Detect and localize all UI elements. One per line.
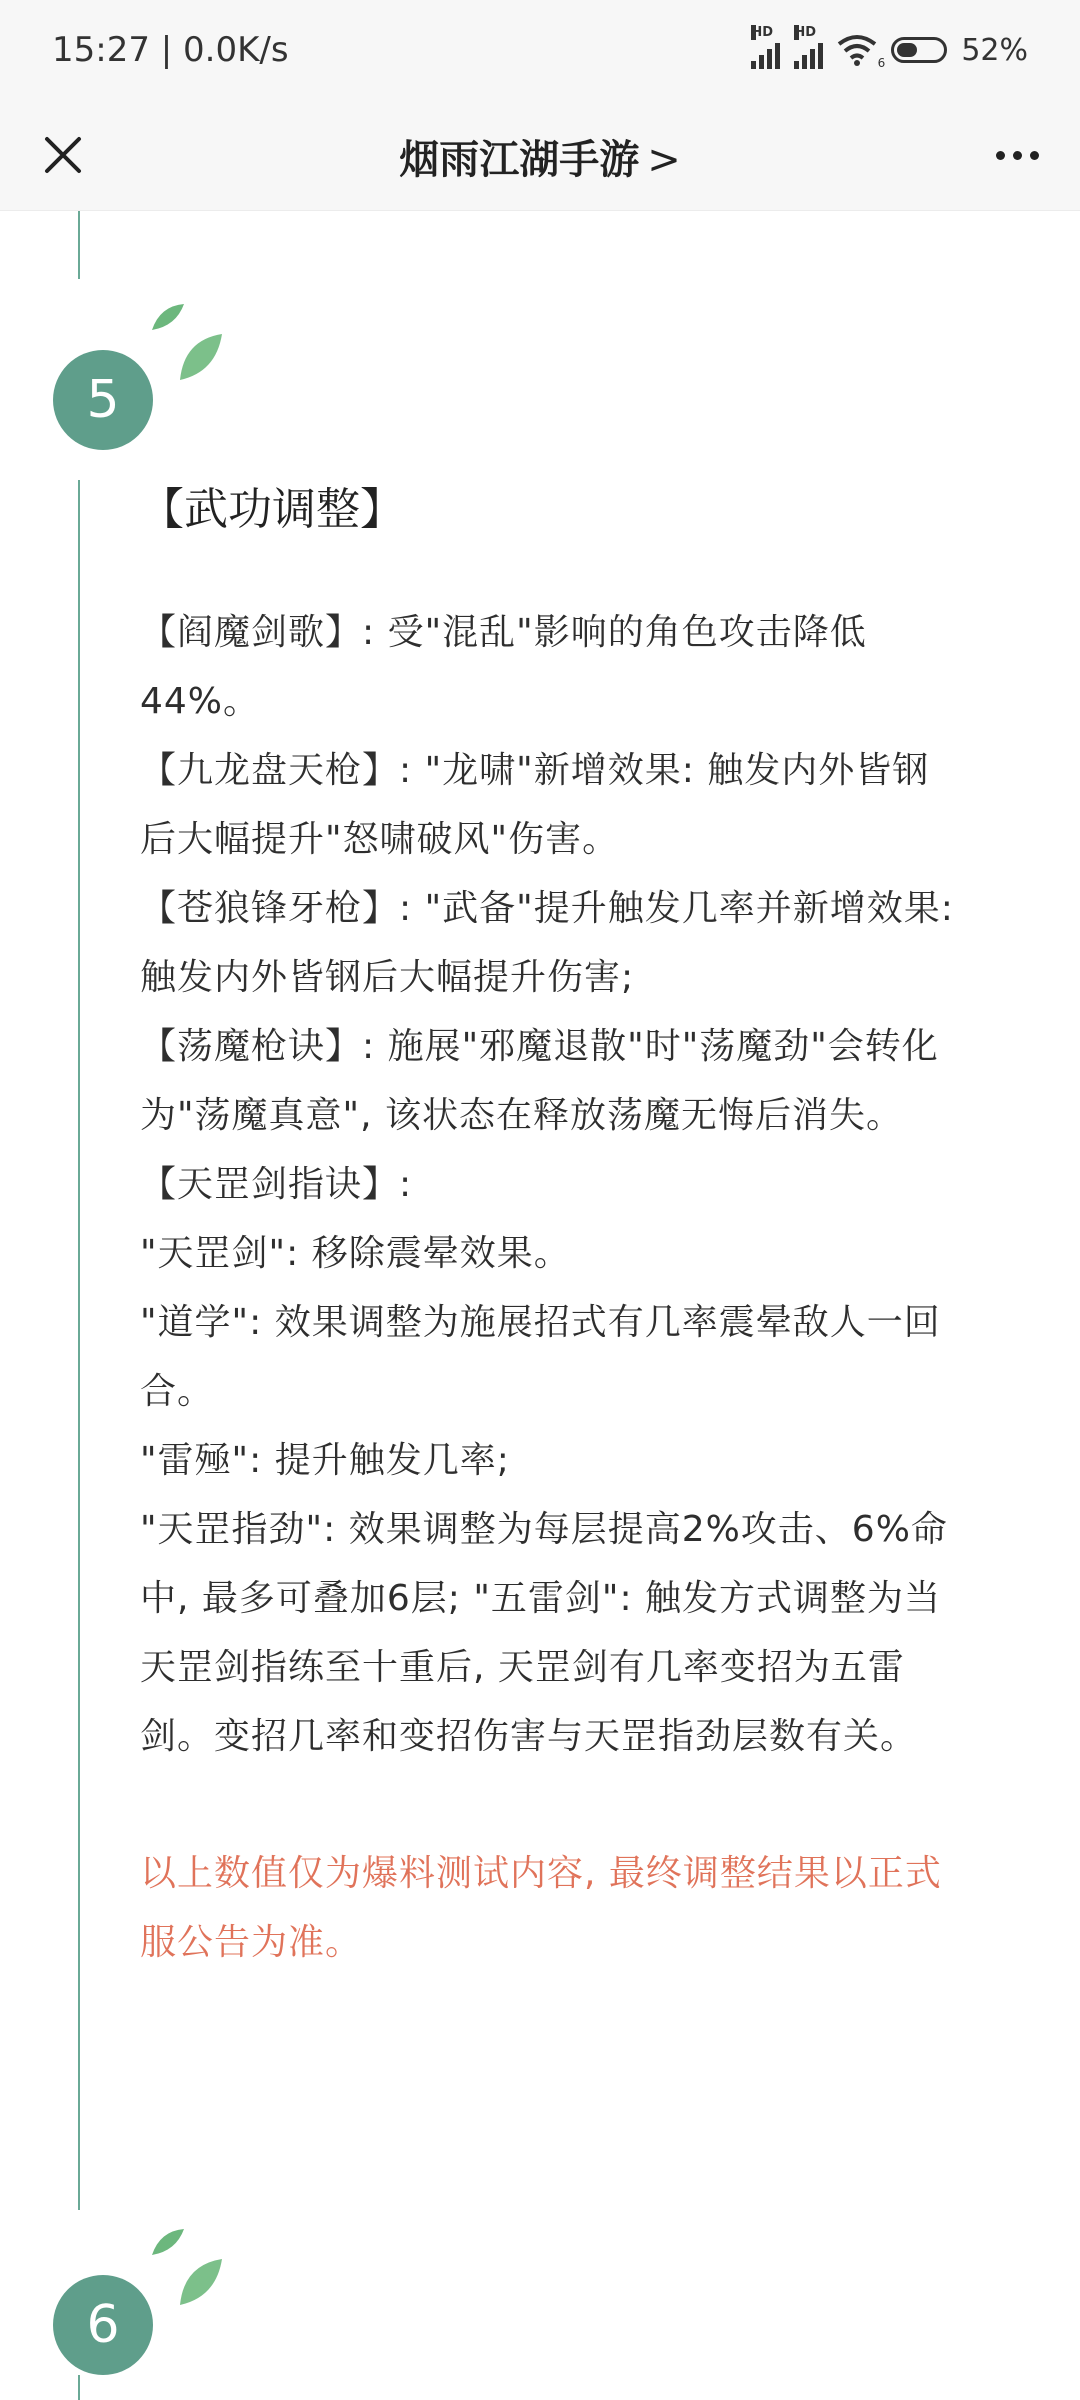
paragraph: "天罡剑": 移除震晕效果。 <box>140 1233 571 1274</box>
leaf-icon <box>150 300 230 390</box>
step-number-5: 5 <box>53 350 153 450</box>
disclaimer-note: 以上数值仅为爆料测试内容, 最终调整结果以正式服公告为准。 <box>140 1853 942 1963</box>
more-dot-icon <box>1013 151 1022 160</box>
timeline-line <box>78 2375 80 2400</box>
paragraph: 【九龙盘天枪】: "龙啸"新增效果: 触发内外皆钢后大幅提升"怒啸破风"伤害。 <box>140 750 930 860</box>
paragraph: "雷殛": 提升触发几率; <box>140 1440 510 1481</box>
article-content <box>140 470 960 1977</box>
page-title[interactable] <box>0 128 1080 185</box>
chevron-right-icon: > <box>647 137 681 183</box>
nav-bar <box>0 100 1080 211</box>
step-number-6: 6 <box>53 2275 153 2375</box>
battery-icon <box>891 37 947 63</box>
status-bar <box>0 0 1080 100</box>
page-title-text: 烟雨江湖手游 <box>399 137 640 183</box>
more-button[interactable] <box>982 120 1052 190</box>
battery-level: 52% <box>961 32 1028 68</box>
status-time: 15:27 | 0.0K/s <box>52 30 289 70</box>
paragraph: 【苍狼锋牙枪】: "武备"提升触发几率并新增效果: 触发内外皆钢后大幅提升伤害; <box>140 888 954 998</box>
section-title: 【武功调整】 <box>140 484 404 535</box>
timeline-line <box>78 480 80 2210</box>
timeline-line <box>78 211 80 279</box>
wifi-icon <box>837 34 886 70</box>
leaf-icon <box>150 2225 230 2315</box>
more-dot-icon <box>1030 151 1039 160</box>
paragraph: "天罡指劲": 效果调整为每层提高2%攻击、6%命中, 最多可叠加6层; "五雷剑": 触发方式调整为当天罡剑指练至十重后, 天罡剑有几率变招为五雷剑。变招几率和变招伤害与天罡指劲层数有关。 <box>140 1509 948 1757</box>
signal-icon-2: HD <box>794 31 823 69</box>
paragraph: 【阎魔剑歌】: 受"混乱"影响的角色攻击降低44%。 <box>140 612 867 722</box>
wifi-badge: 6 <box>877 56 886 70</box>
paragraph: "道学": 效果调整为施展招式有几率震晕敌人一回合。 <box>140 1302 941 1412</box>
status-icons <box>751 25 1028 72</box>
paragraph: 【天罡剑指诀】: <box>140 1164 413 1205</box>
paragraph: 【荡魔枪诀】: 施展"邪魔退散"时"荡魔劲"会转化为"荡魔真意", 该状态在释放荡魔无悔后消失。 <box>140 1026 939 1136</box>
signal-icon: HD <box>751 31 780 69</box>
more-dot-icon <box>996 151 1005 160</box>
